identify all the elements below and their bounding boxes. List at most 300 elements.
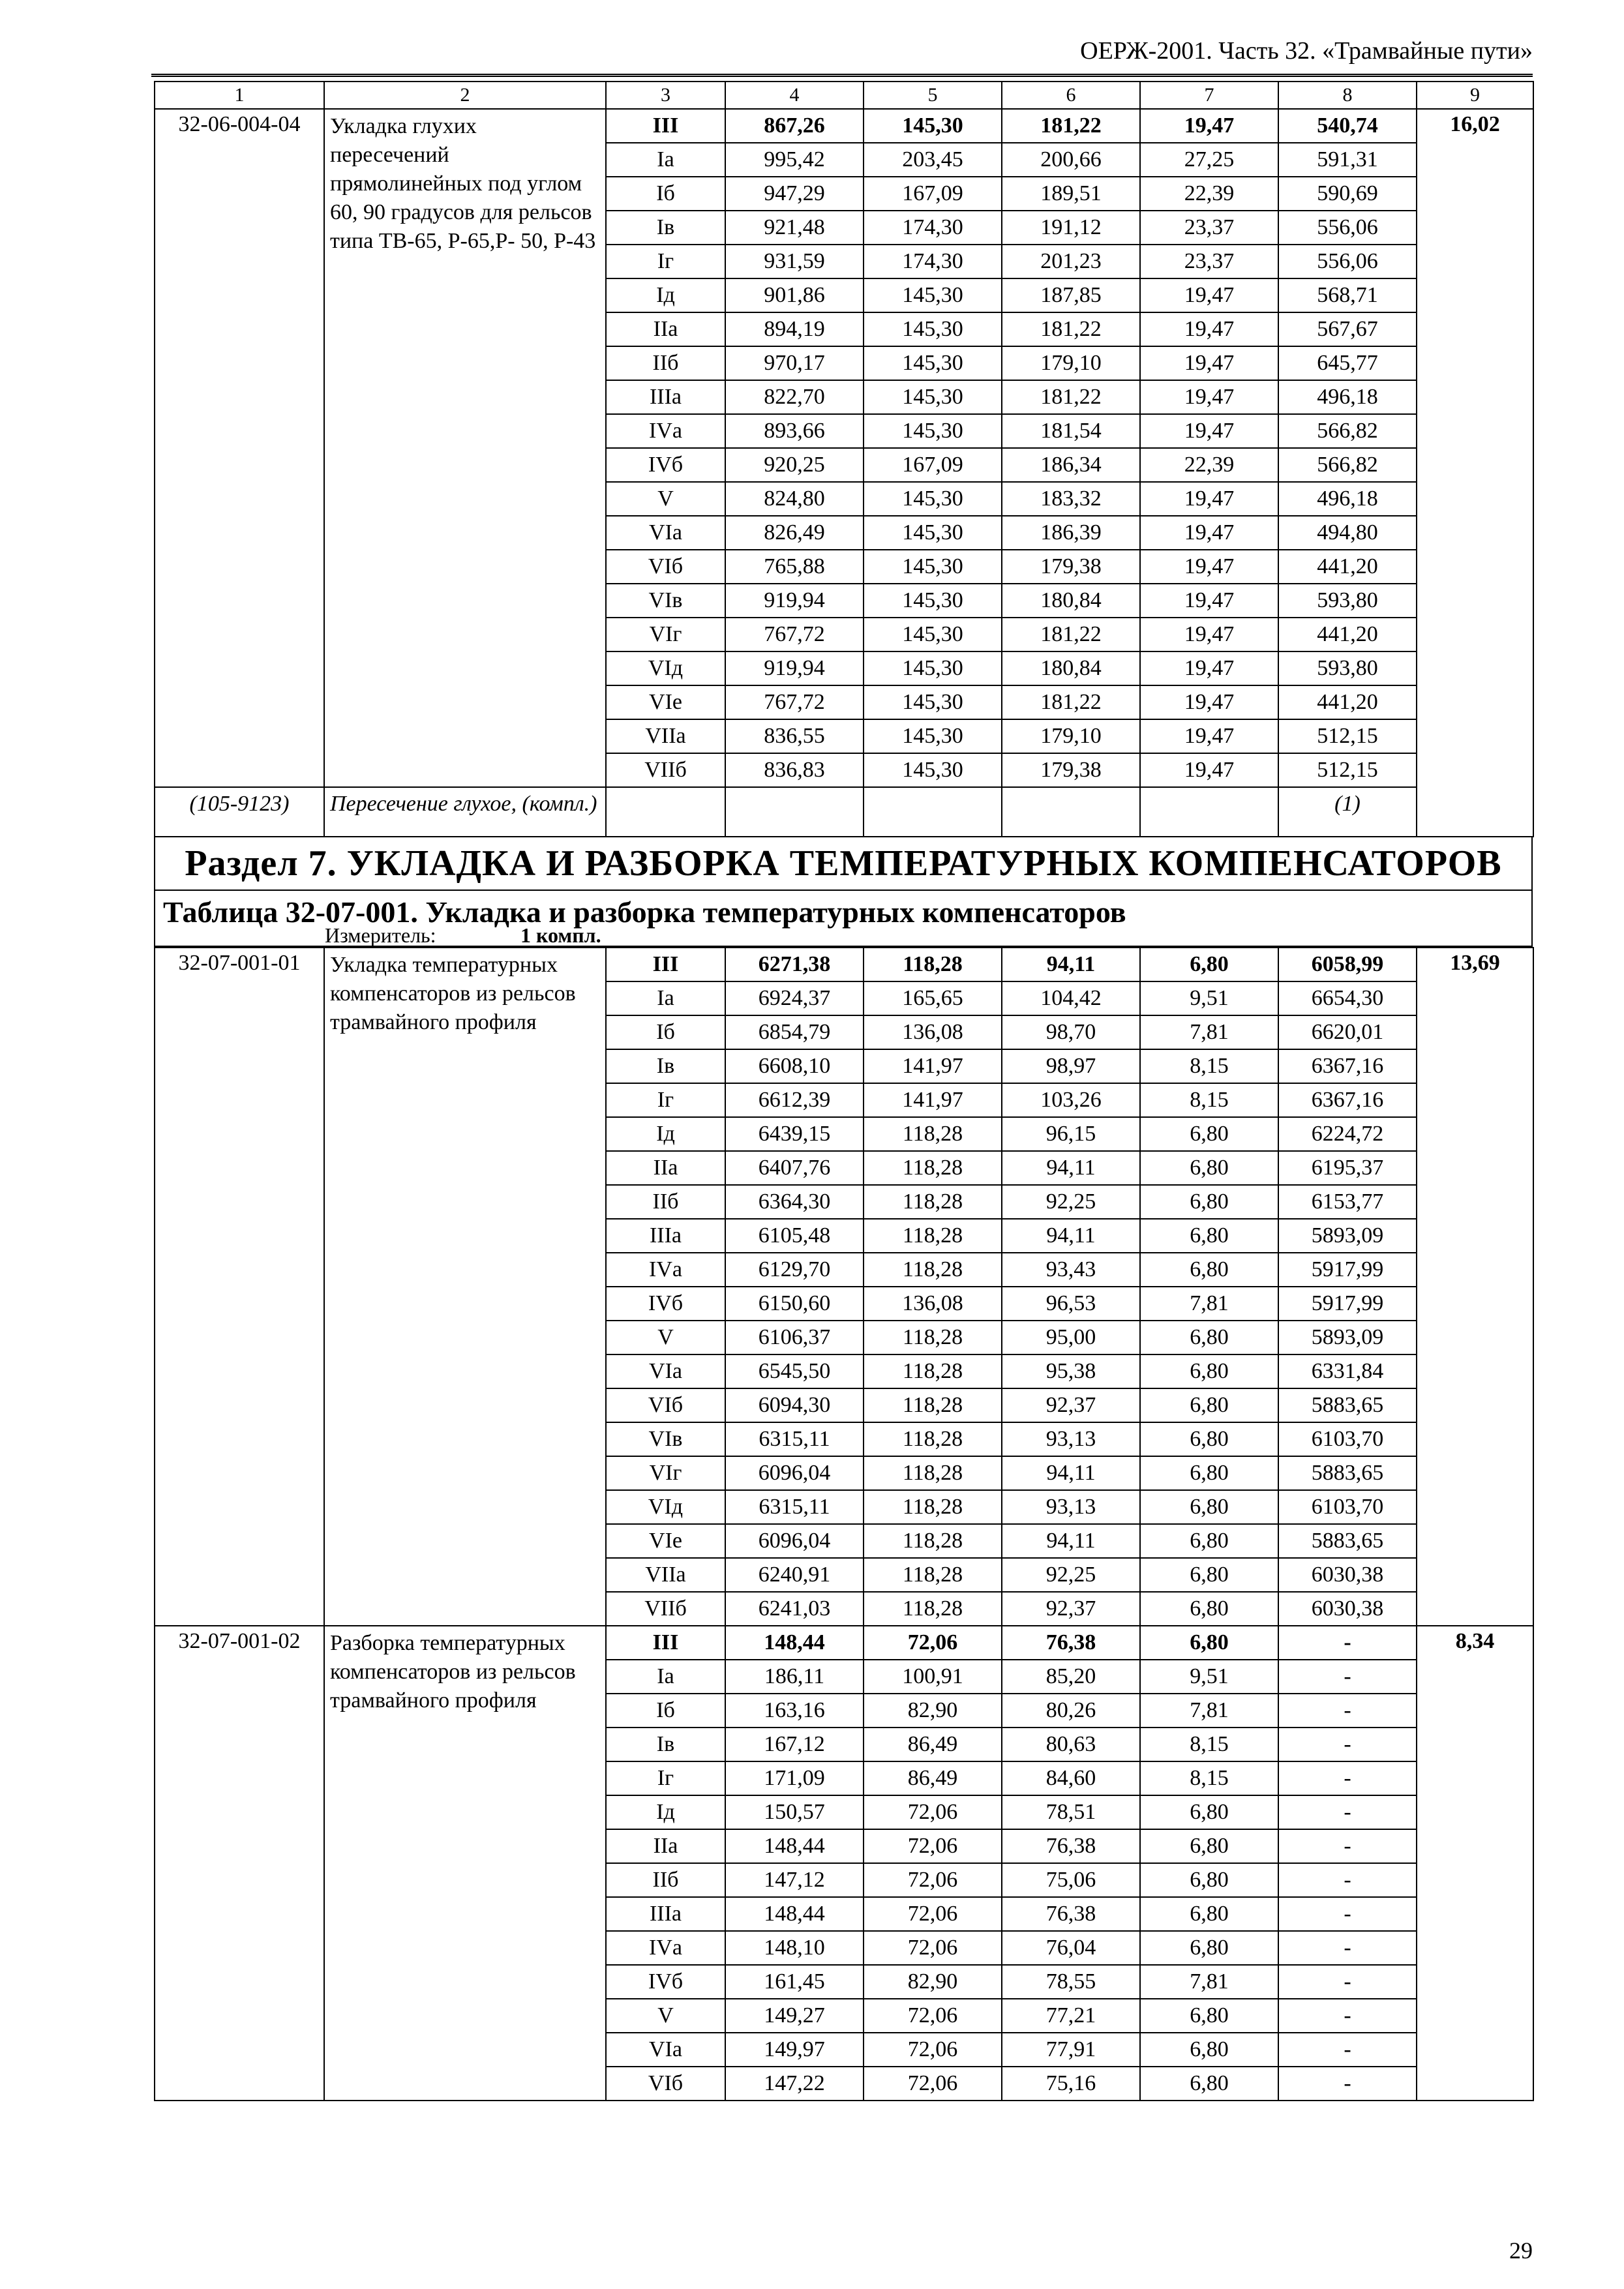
column-number-cell: 7 <box>1140 82 1278 109</box>
zone-cell: Iг <box>606 245 725 278</box>
value-cell: 118,28 <box>864 1592 1002 1626</box>
zone-cell: Iб <box>606 177 725 211</box>
empty-cell <box>1140 787 1278 837</box>
zone-cell: IVа <box>606 1253 725 1287</box>
value-cell: 72,06 <box>864 1829 1002 1863</box>
value-cell: 27,25 <box>1140 143 1278 177</box>
value-cell: 100,91 <box>864 1660 1002 1694</box>
zone-cell: VIв <box>606 584 725 618</box>
value-cell: 22,39 <box>1140 448 1278 482</box>
value-cell: 6,80 <box>1140 1117 1278 1151</box>
value-cell: 6,80 <box>1140 1490 1278 1524</box>
value-cell: 6096,04 <box>725 1456 864 1490</box>
value-cell: 6,80 <box>1140 1151 1278 1185</box>
value-cell: 118,28 <box>864 1388 1002 1422</box>
rate-name: Укладка глухих пересечений прямолинейных под углом 60, 90 градусов для рельсов типа ТВ-65, Р-65,Р- 50, Р-43 <box>324 109 606 787</box>
value-cell: 118,28 <box>864 948 1002 981</box>
value-cell: 867,26 <box>725 109 864 143</box>
value-cell: 181,54 <box>1002 414 1140 448</box>
value-cell: 147,22 <box>725 2067 864 2101</box>
zone-cell: IIIа <box>606 1219 725 1253</box>
value-cell: 6315,11 <box>725 1422 864 1456</box>
value-cell: 77,91 <box>1002 2033 1140 2067</box>
value-cell: 161,45 <box>725 1965 864 1999</box>
value-cell: 145,30 <box>864 346 1002 380</box>
value-cell: 148,44 <box>725 1897 864 1931</box>
document-body <box>154 81 1533 2101</box>
value-cell: 148,44 <box>725 1829 864 1863</box>
zone-cell: Iв <box>606 211 725 245</box>
value-cell: - <box>1278 1965 1417 1999</box>
value-cell: 512,15 <box>1278 719 1417 753</box>
value-cell: 6,80 <box>1140 1524 1278 1558</box>
value-cell: 98,70 <box>1002 1015 1140 1049</box>
value-cell: 496,18 <box>1278 380 1417 414</box>
column-number-cell: 1 <box>155 82 324 109</box>
value-cell: 118,28 <box>864 1558 1002 1592</box>
section-title: Раздел 7. УКЛАДКА И РАЗБОРКА ТЕМПЕРАТУРНЫХ КОМПЕНСАТОРОВ <box>154 837 1533 891</box>
zone-cell: VIа <box>606 2033 725 2067</box>
value-cell: 147,12 <box>725 1863 864 1897</box>
value-cell: 6,80 <box>1140 948 1278 981</box>
zone-cell: IVб <box>606 448 725 482</box>
value-cell: 6129,70 <box>725 1253 864 1287</box>
running-header: ОЕРЖ-2001. Часть 32. «Трамвайные пути» <box>1080 37 1533 65</box>
value-cell: 183,32 <box>1002 482 1140 516</box>
value-cell: 19,47 <box>1140 584 1278 618</box>
value-cell: 118,28 <box>864 1117 1002 1151</box>
value-cell: 149,97 <box>725 2033 864 2067</box>
zone-cell: IVа <box>606 1931 725 1965</box>
value-cell: 72,06 <box>864 1931 1002 1965</box>
value-cell: 5883,65 <box>1278 1388 1417 1422</box>
labor-cost: 13,69 <box>1417 948 1533 1626</box>
measure-label: Измеритель: <box>325 923 436 947</box>
value-cell: - <box>1278 1626 1417 1660</box>
value-cell: 181,22 <box>1002 685 1140 719</box>
column-number-row <box>155 82 1533 109</box>
value-cell: 19,47 <box>1140 651 1278 685</box>
value-cell: 78,55 <box>1002 1965 1140 1999</box>
value-cell: 441,20 <box>1278 685 1417 719</box>
value-cell: 6030,38 <box>1278 1592 1417 1626</box>
value-cell: 118,28 <box>864 1253 1002 1287</box>
value-cell: 72,06 <box>864 1863 1002 1897</box>
zone-cell: Iб <box>606 1015 725 1049</box>
value-cell: 186,34 <box>1002 448 1140 482</box>
value-cell: 5883,65 <box>1278 1524 1417 1558</box>
value-cell: 6,80 <box>1140 1321 1278 1354</box>
value-cell: 118,28 <box>864 1456 1002 1490</box>
zone-cell: IIб <box>606 1185 725 1219</box>
value-cell: 6106,37 <box>725 1321 864 1354</box>
value-cell: 6105,48 <box>725 1219 864 1253</box>
value-cell: 201,23 <box>1002 245 1140 278</box>
value-cell: 6924,37 <box>725 981 864 1015</box>
value-cell: 95,38 <box>1002 1354 1140 1388</box>
zone-cell: VIIа <box>606 1558 725 1592</box>
value-cell: 19,47 <box>1140 753 1278 787</box>
zone-cell: VIд <box>606 1490 725 1524</box>
value-cell: 141,97 <box>864 1083 1002 1117</box>
value-cell: 118,28 <box>864 1490 1002 1524</box>
value-cell: 6195,37 <box>1278 1151 1417 1185</box>
value-cell: 590,69 <box>1278 177 1417 211</box>
rate-name: Укладка температурных компенсаторов из рельсов трамвайного профиля <box>324 948 606 1626</box>
value-cell: - <box>1278 2067 1417 2101</box>
empty-cell <box>1002 787 1140 837</box>
rate-code: 32-07-001-02 <box>155 1626 324 2101</box>
value-cell: 94,11 <box>1002 948 1140 981</box>
value-cell: 76,38 <box>1002 1626 1140 1660</box>
value-cell: 6,80 <box>1140 1456 1278 1490</box>
value-cell: 167,09 <box>864 177 1002 211</box>
zone-cell: V <box>606 482 725 516</box>
value-cell: 145,30 <box>864 414 1002 448</box>
column-number-cell: 8 <box>1278 82 1417 109</box>
value-cell: 995,42 <box>725 143 864 177</box>
value-cell: 6096,04 <box>725 1524 864 1558</box>
value-cell: 171,09 <box>725 1761 864 1795</box>
value-cell: 494,80 <box>1278 516 1417 550</box>
value-cell: 145,30 <box>864 584 1002 618</box>
zone-cell: VIе <box>606 1524 725 1558</box>
value-cell: 19,47 <box>1140 312 1278 346</box>
zone-cell: IIIа <box>606 1897 725 1931</box>
value-cell: 6620,01 <box>1278 1015 1417 1049</box>
value-cell: 19,47 <box>1140 685 1278 719</box>
value-cell: 167,12 <box>725 1728 864 1761</box>
value-cell: 767,72 <box>725 618 864 651</box>
value-cell: 5883,65 <box>1278 1456 1417 1490</box>
value-cell: 6364,30 <box>725 1185 864 1219</box>
value-cell: 556,06 <box>1278 245 1417 278</box>
page-number: 29 <box>1509 2237 1533 2264</box>
zone-cell: Iд <box>606 1117 725 1151</box>
value-cell: 8,15 <box>1140 1728 1278 1761</box>
value-cell: 6,80 <box>1140 1422 1278 1456</box>
zone-cell: Iб <box>606 1694 725 1728</box>
value-cell: 180,84 <box>1002 651 1140 685</box>
value-cell: 19,47 <box>1140 719 1278 753</box>
value-cell: 145,30 <box>864 685 1002 719</box>
value-cell: 189,51 <box>1002 177 1140 211</box>
value-cell: 76,04 <box>1002 1931 1140 1965</box>
value-cell: 75,06 <box>1002 1863 1140 1897</box>
value-cell: 6,80 <box>1140 1829 1278 1863</box>
value-cell: 163,16 <box>725 1694 864 1728</box>
value-cell: 72,06 <box>864 1795 1002 1829</box>
value-cell: 78,51 <box>1002 1795 1140 1829</box>
value-cell: 6,80 <box>1140 1388 1278 1422</box>
value-cell: 181,22 <box>1002 109 1140 143</box>
value-cell: 86,49 <box>864 1728 1002 1761</box>
value-cell: 593,80 <box>1278 584 1417 618</box>
zone-cell: VIг <box>606 618 725 651</box>
value-cell: 6,80 <box>1140 1897 1278 1931</box>
value-cell: 441,20 <box>1278 550 1417 584</box>
value-cell: 6854,79 <box>725 1015 864 1049</box>
value-cell: 591,31 <box>1278 143 1417 177</box>
value-cell: 150,57 <box>725 1795 864 1829</box>
value-cell: 104,42 <box>1002 981 1140 1015</box>
value-cell: 92,25 <box>1002 1558 1140 1592</box>
value-cell: 6240,91 <box>725 1558 864 1592</box>
value-cell: 6331,84 <box>1278 1354 1417 1388</box>
zone-cell: VIв <box>606 1422 725 1456</box>
column-number-cell: 4 <box>725 82 864 109</box>
value-cell: 5917,99 <box>1278 1253 1417 1287</box>
value-cell: 23,37 <box>1140 245 1278 278</box>
value-cell: 6224,72 <box>1278 1117 1417 1151</box>
value-cell: 7,81 <box>1140 1287 1278 1321</box>
value-cell: 85,20 <box>1002 1660 1140 1694</box>
value-cell: 75,16 <box>1002 2067 1140 2101</box>
value-cell: 931,59 <box>725 245 864 278</box>
value-cell: 76,38 <box>1002 1829 1140 1863</box>
value-cell: - <box>1278 1863 1417 1897</box>
value-cell: 82,90 <box>864 1965 1002 1999</box>
value-cell: 174,30 <box>864 211 1002 245</box>
zone-cell: Iд <box>606 1795 725 1829</box>
zone-cell: Iа <box>606 1660 725 1694</box>
value-cell: 919,94 <box>725 651 864 685</box>
value-cell: 6150,60 <box>725 1287 864 1321</box>
value-cell: 6612,39 <box>725 1083 864 1117</box>
zone-cell: VIб <box>606 1388 725 1422</box>
value-cell: 118,28 <box>864 1321 1002 1354</box>
value-cell: 6,80 <box>1140 2067 1278 2101</box>
rates-table-32-07 <box>154 947 1534 2101</box>
value-cell: 5917,99 <box>1278 1287 1417 1321</box>
value-cell: 80,63 <box>1002 1728 1140 1761</box>
value-cell: 836,83 <box>725 753 864 787</box>
value-cell: 5893,09 <box>1278 1321 1417 1354</box>
value-cell: 8,15 <box>1140 1083 1278 1117</box>
labor-cost: 8,34 <box>1417 1626 1533 2101</box>
value-cell: 118,28 <box>864 1151 1002 1185</box>
value-cell: 96,53 <box>1002 1287 1140 1321</box>
rate-name: Разборка температурных компенсаторов из рельсов трамвайного профиля <box>324 1626 606 2101</box>
value-cell: 145,30 <box>864 651 1002 685</box>
value-cell: 921,48 <box>725 211 864 245</box>
table-caption <box>154 891 1533 947</box>
value-cell: 179,38 <box>1002 753 1140 787</box>
value-cell: 6,80 <box>1140 1185 1278 1219</box>
zone-cell: VIд <box>606 651 725 685</box>
value-cell: 93,13 <box>1002 1422 1140 1456</box>
empty-cell <box>606 787 725 837</box>
value-cell: 6,80 <box>1140 1863 1278 1897</box>
zone-cell: VIб <box>606 550 725 584</box>
zone-cell: IIа <box>606 1829 725 1863</box>
zone-cell: VIг <box>606 1456 725 1490</box>
value-cell: 567,67 <box>1278 312 1417 346</box>
column-number-cell: 5 <box>864 82 1002 109</box>
zone-cell: VIб <box>606 2067 725 2101</box>
value-cell: 181,22 <box>1002 618 1140 651</box>
rates-table-32-06 <box>154 81 1534 837</box>
value-cell: 556,06 <box>1278 211 1417 245</box>
value-cell: - <box>1278 1728 1417 1761</box>
value-cell: 19,47 <box>1140 414 1278 448</box>
value-cell: 512,15 <box>1278 753 1417 787</box>
column-number-cell: 2 <box>324 82 606 109</box>
value-cell: 93,13 <box>1002 1490 1140 1524</box>
value-cell: 566,82 <box>1278 448 1417 482</box>
value-cell: - <box>1278 1761 1417 1795</box>
value-cell: 6,80 <box>1140 1795 1278 1829</box>
value-cell: 92,25 <box>1002 1185 1140 1219</box>
zone-cell: V <box>606 1321 725 1354</box>
value-cell: 496,18 <box>1278 482 1417 516</box>
value-cell: 179,10 <box>1002 346 1140 380</box>
value-cell: 94,11 <box>1002 1151 1140 1185</box>
value-cell: 165,65 <box>864 981 1002 1015</box>
value-cell: 6,80 <box>1140 2033 1278 2067</box>
zone-cell: III <box>606 1626 725 1660</box>
value-cell: 145,30 <box>864 380 1002 414</box>
value-cell: 118,28 <box>864 1422 1002 1456</box>
zone-cell: V <box>606 1999 725 2033</box>
value-cell: 19,47 <box>1140 346 1278 380</box>
value-cell: 136,08 <box>864 1287 1002 1321</box>
value-cell: 92,37 <box>1002 1592 1140 1626</box>
value-cell: 566,82 <box>1278 414 1417 448</box>
value-cell: 920,25 <box>725 448 864 482</box>
value-cell: 6271,38 <box>725 948 864 981</box>
value-cell: 540,74 <box>1278 109 1417 143</box>
value-cell: 145,30 <box>864 482 1002 516</box>
value-cell: 72,06 <box>864 1897 1002 1931</box>
value-cell: 765,88 <box>725 550 864 584</box>
value-cell: 179,10 <box>1002 719 1140 753</box>
value-cell: 901,86 <box>725 278 864 312</box>
value-cell: 180,84 <box>1002 584 1140 618</box>
zone-cell: IVа <box>606 414 725 448</box>
rate-code: 32-06-004-04 <box>155 109 324 787</box>
value-cell: 145,30 <box>864 719 1002 753</box>
value-cell: 200,66 <box>1002 143 1140 177</box>
value-cell: 72,06 <box>864 1999 1002 2033</box>
zone-cell: VIа <box>606 1354 725 1388</box>
zone-cell: IVб <box>606 1965 725 1999</box>
value-cell: 947,29 <box>725 177 864 211</box>
zone-cell: IIб <box>606 346 725 380</box>
value-cell: 118,28 <box>864 1219 1002 1253</box>
value-cell: 187,85 <box>1002 278 1140 312</box>
value-cell: 6315,11 <box>725 1490 864 1524</box>
value-cell: 767,72 <box>725 685 864 719</box>
value-cell: 6103,70 <box>1278 1422 1417 1456</box>
value-cell: 22,39 <box>1140 177 1278 211</box>
resource-note-row <box>155 787 1533 837</box>
value-cell: 826,49 <box>725 516 864 550</box>
value-cell: 191,12 <box>1002 211 1140 245</box>
column-number-cell: 6 <box>1002 82 1140 109</box>
measure-value: 1 компл. <box>520 923 601 947</box>
value-cell: 593,80 <box>1278 651 1417 685</box>
zone-cell: IIа <box>606 312 725 346</box>
table-row <box>155 948 1533 981</box>
labor-cost: 16,02 <box>1417 109 1533 837</box>
zone-cell: III <box>606 948 725 981</box>
value-cell: 103,26 <box>1002 1083 1140 1117</box>
zone-cell: VIе <box>606 685 725 719</box>
zone-cell: Iв <box>606 1049 725 1083</box>
value-cell: 19,47 <box>1140 516 1278 550</box>
resource-name: Пересечение глухое, (компл.) <box>324 787 606 837</box>
value-cell: 441,20 <box>1278 618 1417 651</box>
value-cell: 6103,70 <box>1278 1490 1417 1524</box>
value-cell: 919,94 <box>725 584 864 618</box>
value-cell: 6439,15 <box>725 1117 864 1151</box>
value-cell: 92,37 <box>1002 1388 1140 1422</box>
empty-cell <box>725 787 864 837</box>
value-cell: 6407,76 <box>725 1151 864 1185</box>
zone-cell: IIа <box>606 1151 725 1185</box>
value-cell: - <box>1278 1999 1417 2033</box>
value-cell: 145,30 <box>864 550 1002 584</box>
value-cell: 19,47 <box>1140 618 1278 651</box>
header-rule <box>151 74 1533 77</box>
value-cell: 118,28 <box>864 1524 1002 1558</box>
value-cell: 568,71 <box>1278 278 1417 312</box>
value-cell: 145,30 <box>864 516 1002 550</box>
value-cell: 6,80 <box>1140 1931 1278 1965</box>
value-cell: 19,47 <box>1140 482 1278 516</box>
value-cell: 6,80 <box>1140 1558 1278 1592</box>
value-cell: 8,15 <box>1140 1761 1278 1795</box>
value-cell: 645,77 <box>1278 346 1417 380</box>
value-cell: - <box>1278 1897 1417 1931</box>
value-cell: 5893,09 <box>1278 1219 1417 1253</box>
value-cell: 23,37 <box>1140 211 1278 245</box>
value-cell: 893,66 <box>725 414 864 448</box>
value-cell: 824,80 <box>725 482 864 516</box>
zone-cell: Iв <box>606 1728 725 1761</box>
value-cell: 186,11 <box>725 1660 864 1694</box>
value-cell: 6,80 <box>1140 1354 1278 1388</box>
value-cell: 6367,16 <box>1278 1083 1417 1117</box>
value-cell: 6,80 <box>1140 1999 1278 2033</box>
value-cell: 186,39 <box>1002 516 1140 550</box>
value-cell: 6,80 <box>1140 1626 1278 1660</box>
value-cell: 6654,30 <box>1278 981 1417 1015</box>
value-cell: 118,28 <box>864 1354 1002 1388</box>
value-cell: - <box>1278 1795 1417 1829</box>
zone-cell: III <box>606 109 725 143</box>
value-cell: 96,15 <box>1002 1117 1140 1151</box>
empty-cell <box>864 787 1002 837</box>
value-cell: 894,19 <box>725 312 864 346</box>
value-cell: 174,30 <box>864 245 1002 278</box>
value-cell: 19,47 <box>1140 550 1278 584</box>
value-cell: 82,90 <box>864 1694 1002 1728</box>
value-cell: 94,11 <box>1002 1456 1140 1490</box>
value-cell: 148,10 <box>725 1931 864 1965</box>
zone-cell: VIIб <box>606 1592 725 1626</box>
zone-cell: IVб <box>606 1287 725 1321</box>
value-cell: 84,60 <box>1002 1761 1140 1795</box>
value-cell: 72,06 <box>864 1626 1002 1660</box>
value-cell: 141,97 <box>864 1049 1002 1083</box>
zone-cell: Iа <box>606 143 725 177</box>
value-cell: 6094,30 <box>725 1388 864 1422</box>
value-cell: 76,38 <box>1002 1897 1140 1931</box>
value-cell: 145,30 <box>864 109 1002 143</box>
value-cell: 836,55 <box>725 719 864 753</box>
